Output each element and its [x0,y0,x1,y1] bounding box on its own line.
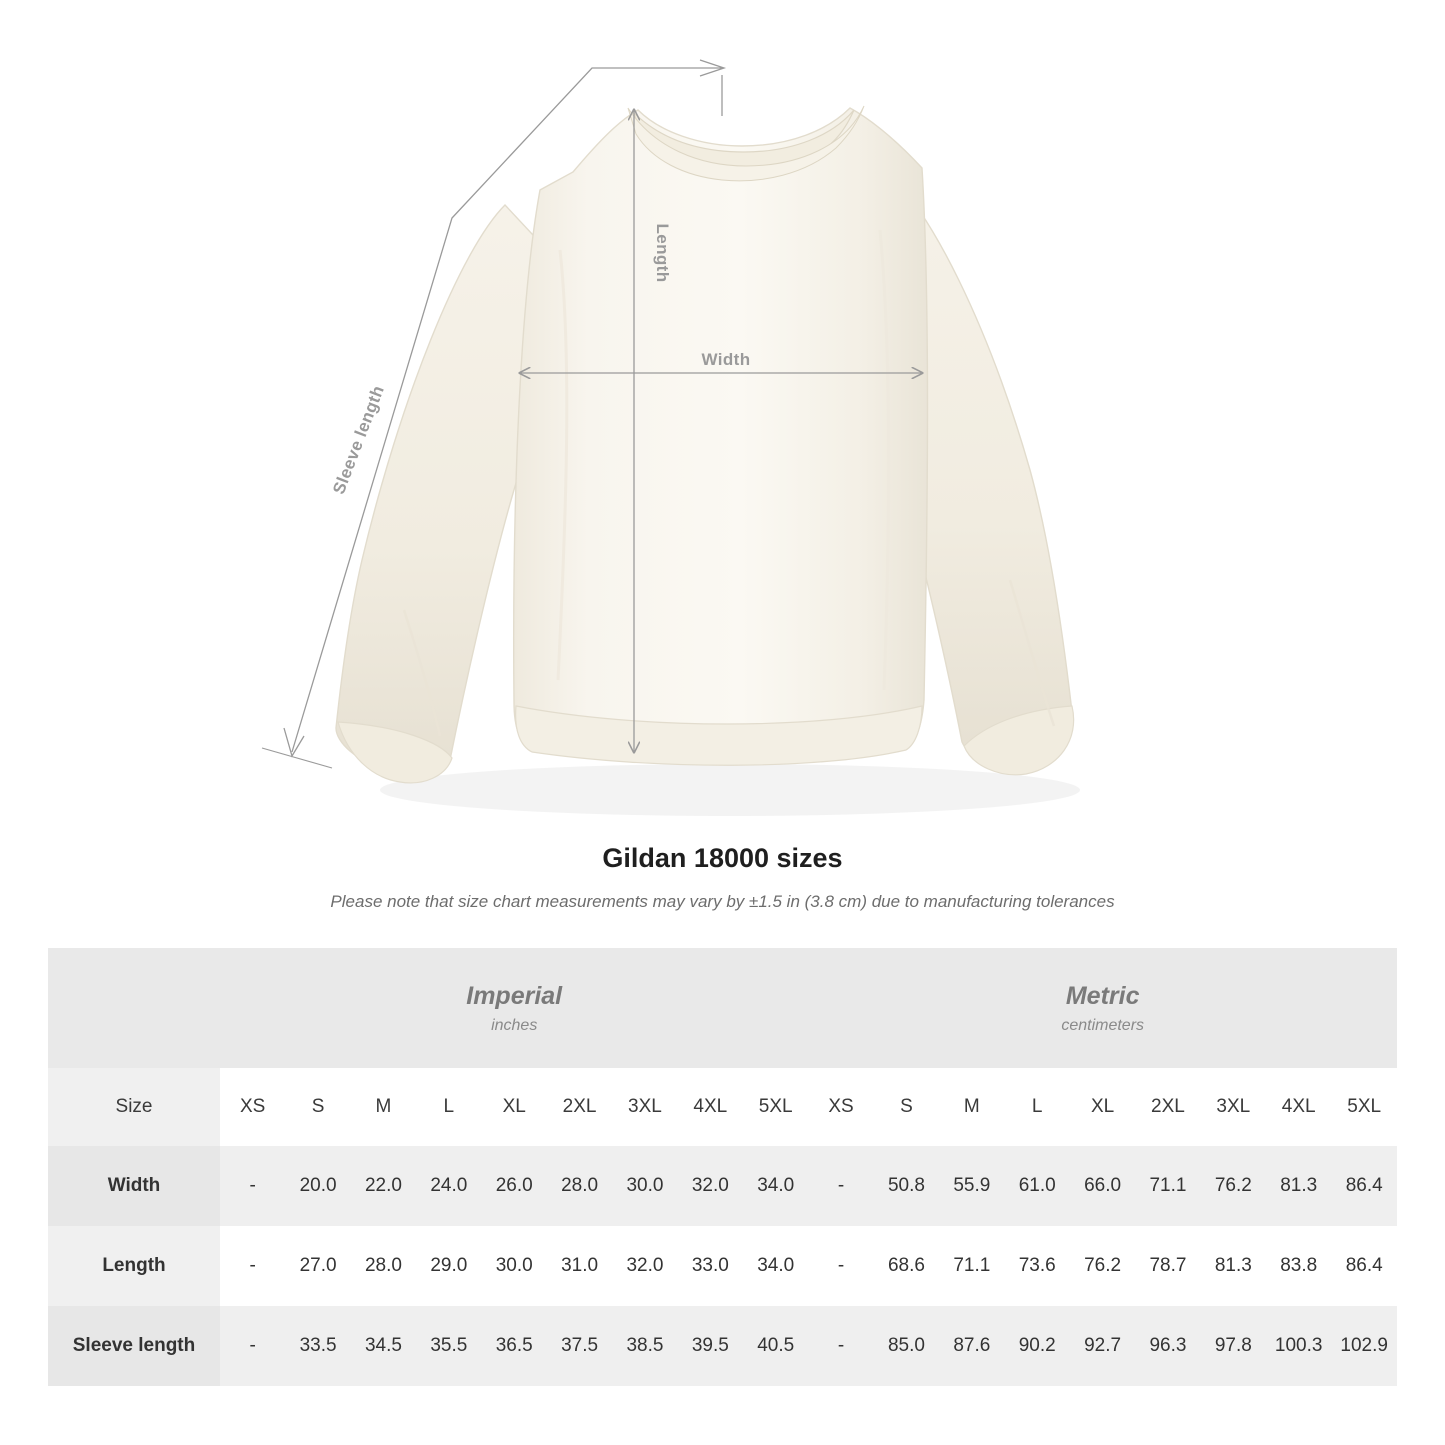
table-row [48,1306,1397,1386]
cell-sleeve-met-l: 90.2 [1005,1306,1070,1386]
header-metric-3xl: 3XL [1201,1068,1266,1146]
header-metric-xs: XS [808,1068,873,1146]
width-label: Width [701,350,751,369]
header-metric-5xl: 5XL [1331,1068,1397,1146]
length-label: Length [653,223,672,283]
row-label-sleeve-length: Sleeve length [48,1306,220,1386]
cell-length-met-3xl: 81.3 [1201,1226,1266,1306]
cell-width-imp-2xl: 28.0 [547,1146,612,1226]
header-size: Size [48,1068,220,1146]
cell-length-met-2xl: 78.7 [1135,1226,1200,1306]
header-imperial-xs: XS [220,1068,285,1146]
cell-width-met-3xl: 76.2 [1201,1146,1266,1226]
cell-width-imp-xs: - [220,1146,285,1226]
cell-sleeve-imp-4xl: 39.5 [678,1306,743,1386]
unit-header-metric [808,948,1397,1068]
cell-length-imp-l: 29.0 [416,1226,481,1306]
unit-imperial-sub: inches [491,1016,538,1034]
cell-width-met-xl: 66.0 [1070,1146,1135,1226]
sweatshirt-shape [336,106,1074,783]
cell-width-imp-xl: 26.0 [482,1146,547,1226]
cell-length-imp-xs: - [220,1226,285,1306]
table-row [48,1226,1397,1306]
cell-length-imp-m: 28.0 [351,1226,416,1306]
cell-sleeve-imp-l: 35.5 [416,1306,481,1386]
unit-header-spacer [48,948,220,1068]
cell-sleeve-met-4xl: 100.3 [1266,1306,1331,1386]
cell-sleeve-imp-s: 33.5 [285,1306,350,1386]
cell-length-imp-5xl: 34.0 [743,1226,808,1306]
header-imperial-xl: XL [482,1068,547,1146]
header-imperial-4xl: 4XL [678,1068,743,1146]
header-imperial-5xl: 5XL [743,1068,808,1146]
header-metric-2xl: 2XL [1135,1068,1200,1146]
cell-sleeve-met-3xl: 97.8 [1201,1306,1266,1386]
cell-sleeve-imp-xs: - [220,1306,285,1386]
size-table [48,948,1397,1386]
unit-imperial-name: Imperial [466,982,563,1011]
cell-length-imp-2xl: 31.0 [547,1226,612,1306]
cell-sleeve-imp-5xl: 40.5 [743,1306,808,1386]
cell-sleeve-met-s: 85.0 [874,1306,939,1386]
title-block [0,843,1445,912]
row-label-length: Length [48,1226,220,1306]
page-title: Gildan 18000 sizes [602,843,843,873]
cell-width-met-m: 55.9 [939,1146,1004,1226]
row-label-width: Width [48,1146,220,1226]
cell-width-met-5xl: 86.4 [1331,1146,1397,1226]
cell-length-imp-3xl: 32.0 [612,1226,677,1306]
cell-length-met-m: 71.1 [939,1226,1004,1306]
cell-width-met-2xl: 71.1 [1135,1146,1200,1226]
header-metric-4xl: 4XL [1266,1068,1331,1146]
header-imperial-m: M [351,1068,416,1146]
cell-width-met-xs: - [808,1146,873,1226]
unit-metric-name: Metric [1065,982,1140,1011]
header-metric-m: M [939,1068,1004,1146]
cell-sleeve-imp-2xl: 37.5 [547,1306,612,1386]
cell-width-met-s: 50.8 [874,1146,939,1226]
table-row [48,1146,1397,1226]
cell-sleeve-met-xl: 92.7 [1070,1306,1135,1386]
cell-length-imp-xl: 30.0 [482,1226,547,1306]
header-imperial-l: L [416,1068,481,1146]
cell-length-met-5xl: 86.4 [1331,1226,1397,1306]
cell-width-met-4xl: 81.3 [1266,1146,1331,1226]
size-table-wrapper [48,948,1397,1386]
cell-width-imp-s: 20.0 [285,1146,350,1226]
cell-width-imp-3xl: 30.0 [612,1146,677,1226]
cell-length-imp-4xl: 33.0 [678,1226,743,1306]
cell-width-imp-m: 22.0 [351,1146,416,1226]
unit-header-imperial [220,948,808,1068]
cell-length-met-xs: - [808,1226,873,1306]
cell-length-imp-s: 27.0 [285,1226,350,1306]
cell-sleeve-met-2xl: 96.3 [1135,1306,1200,1386]
cell-width-imp-5xl: 34.0 [743,1146,808,1226]
cell-sleeve-met-xs: - [808,1306,873,1386]
header-metric-l: L [1005,1068,1070,1146]
column-header-row [48,1068,1397,1146]
header-metric-s: S [874,1068,939,1146]
header-imperial-2xl: 2XL [547,1068,612,1146]
sleeve-length-label: Sleeve length [329,382,388,497]
unit-metric-sub: centimeters [1061,1016,1145,1034]
cell-sleeve-met-m: 87.6 [939,1306,1004,1386]
cell-sleeve-met-5xl: 102.9 [1331,1306,1397,1386]
cell-length-met-l: 73.6 [1005,1226,1070,1306]
cell-length-met-xl: 76.2 [1070,1226,1135,1306]
header-imperial-3xl: 3XL [612,1068,677,1146]
cell-sleeve-imp-m: 34.5 [351,1306,416,1386]
cell-sleeve-imp-xl: 36.5 [482,1306,547,1386]
header-metric-xl: XL [1070,1068,1135,1146]
tolerance-note: Please note that size chart measurements may vary by ±1.5 in (3.8 cm) due to manufacturing tolerances [330,892,1115,911]
unit-header-row [48,948,1397,1068]
cell-sleeve-imp-3xl: 38.5 [612,1306,677,1386]
header-imperial-s: S [285,1068,350,1146]
cell-width-met-l: 61.0 [1005,1146,1070,1226]
cell-length-met-s: 68.6 [874,1226,939,1306]
cell-width-imp-l: 24.0 [416,1146,481,1226]
cell-length-met-4xl: 83.8 [1266,1226,1331,1306]
cell-width-imp-4xl: 32.0 [678,1146,743,1226]
